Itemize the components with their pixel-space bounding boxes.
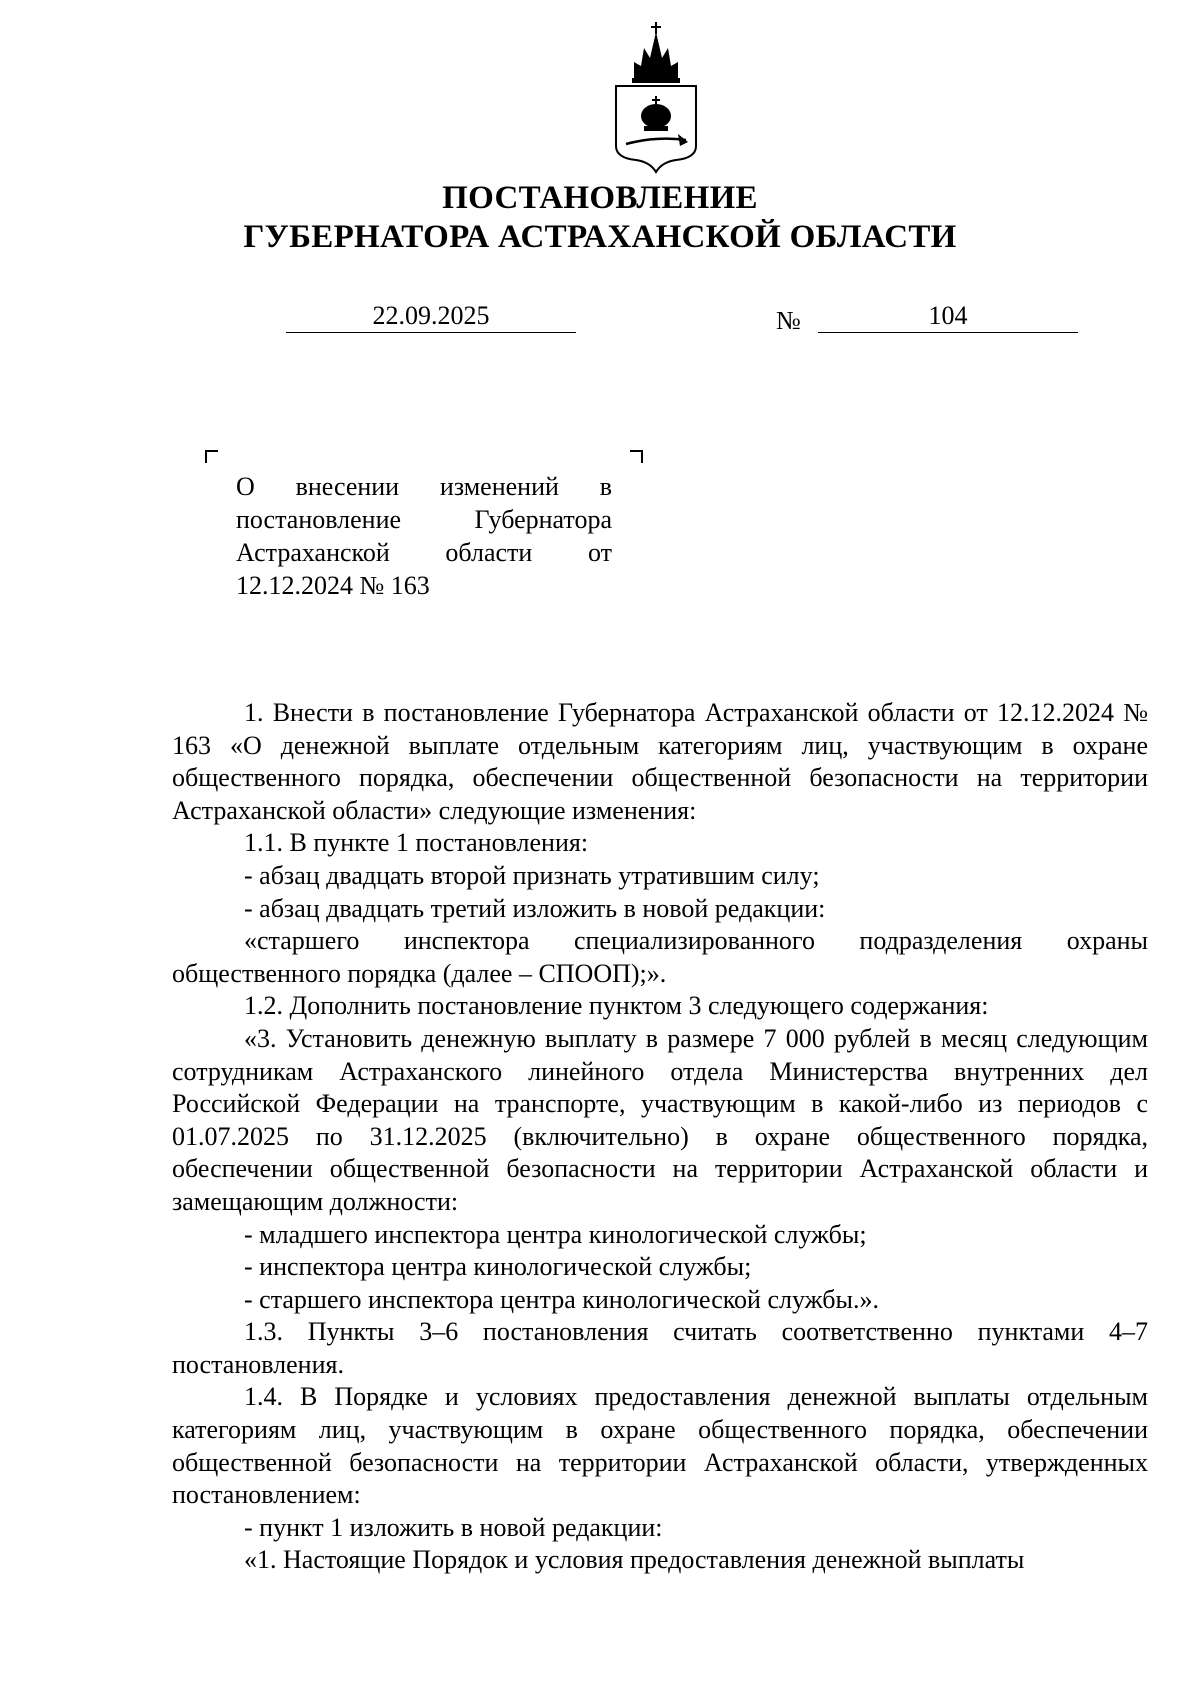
document-number: 104 [818, 300, 1078, 333]
paragraph: 1. Внести в постановление Губернатора Астраханской области от 12.12.2024 № 163 «О денежной выплате отдельным категориям лиц, участвующим в охране общественного порядка, обеспечении общественной безопасности на территории Астраханской области» следующие изменения: [172, 698, 1148, 825]
paragraph: - младшего инспектора центра кинологической службы; [244, 1219, 867, 1249]
paragraph: 1.2. Дополнить постановление пунктом 3 следующего содержания: [244, 991, 989, 1021]
paragraph: - старшего инспектора центра кинологической службы.». [244, 1284, 879, 1314]
paragraph: - пункт 1 изложить в новой редакции: [244, 1512, 663, 1542]
paragraph: «1. Настоящие Порядок и условия предоставления денежной выплаты [244, 1545, 1025, 1575]
paragraph: 1.1. В пункте 1 постановления: [244, 828, 589, 858]
number-sign: № [776, 306, 801, 335]
paragraph: 1.4. В Порядке и условиях предоставления денежной выплаты отдельным категориям лиц, участвующим в охране общественного порядка, обеспечении общественной безопасности на территории Астраханской области, утвержденных постановлением: [172, 1382, 1148, 1510]
paragraph: 1.3. Пункты 3–6 постановления считать соответственно пунктами 4–7 постановления. [172, 1317, 1148, 1379]
subject-bracket-left [205, 450, 218, 463]
issuer-title: ГУБЕРНАТОРА АСТРАХАНСКОЙ ОБЛАСТИ [243, 219, 957, 255]
document-type-title: ПОСТАНОВЛЕНИЕ [442, 180, 758, 216]
coat-of-arms-icon [606, 18, 706, 178]
subject-bracket-right [630, 450, 643, 463]
paragraph: «старшего инспектора специализированного подразделения охраны общественного порядка (далее – СПООП);». [172, 926, 1148, 988]
paragraph: - инспектора центра кинологической службы; [244, 1252, 752, 1282]
paragraph: «3. Установить денежную выплату в размере 7 000 рублей в месяц следующим сотрудникам Астраханского линейного отдела Министерства внутренних дел Российской Федерации на транспорте, участвующим в какой-либо из периодов с 01.07.2025 по 31.12.2025 (включительно) в охране общественного порядка, обеспечении общественной безопасности на территории Астраханской области и замещающим должности: [172, 1023, 1148, 1216]
document-date: 22.09.2025 [286, 300, 576, 333]
document-subject: О внесении изменений в постановление Губернатора Астраханской области от 12.12.2024 № 163 [236, 472, 612, 600]
paragraph: - абзац двадцать третий изложить в новой редакции: [244, 893, 826, 923]
paragraph: - абзац двадцать второй признать утратившим силу; [244, 860, 820, 890]
document-body [172, 697, 1148, 1577]
